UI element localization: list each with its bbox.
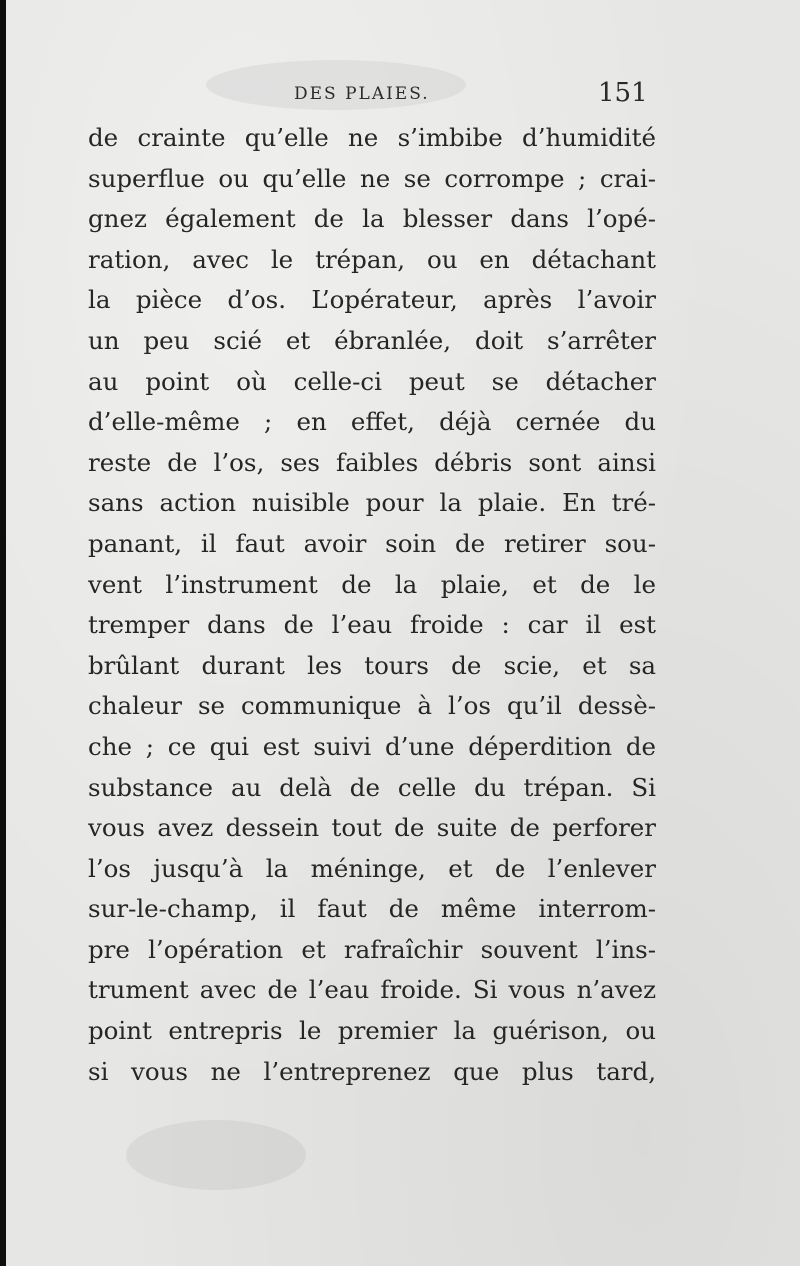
book-page — [6, 0, 800, 1266]
text-line: l’os jusqu’à la méninge, et de l’enlever — [88, 853, 656, 883]
page-header — [6, 78, 800, 114]
text-line: substance au delà de celle du trépan. Si — [88, 772, 656, 802]
page-number: 151 — [598, 78, 648, 108]
text-line: reste de l’os, ses faibles débris sont ainsi — [88, 447, 656, 477]
text-line: sans action nuisible pour la plaie. En tré- — [88, 488, 656, 518]
text-line: panant, il faut avoir soin de retirer sou- — [88, 528, 656, 558]
text-line: vent l’instrument de la plaie, et de le — [88, 569, 656, 599]
text-line: ration, avec le trépan, ou en détachant — [88, 244, 656, 274]
paper-stain — [126, 1120, 306, 1190]
text-line: pre l’opération et rafraîchir souvent l’ins- — [88, 934, 656, 964]
text-line: chaleur se communique à l’os qu’il dessè- — [88, 691, 656, 721]
text-line: sur-le-champ, il faut de même interrom- — [88, 894, 656, 924]
text-line: la pièce d’os. L’opérateur, après l’avoir — [88, 285, 656, 315]
text-line: tremper dans de l’eau froide : car il est — [88, 610, 656, 640]
text-line: un peu scié et ébranlée, doit s’arrêter — [88, 325, 656, 355]
text-line: gnez également de la blesser dans l’opé- — [88, 204, 656, 234]
text-line: si vous ne l’entreprenez que plus tard, — [88, 1056, 656, 1086]
text-line: superflue ou qu’elle ne se corrompe ; crai- — [88, 163, 656, 193]
text-line: che ; ce qui est suivi d’une déperdition de — [88, 731, 656, 761]
text-line: trument avec de l’eau froide. Si vous n’avez — [88, 975, 656, 1005]
text-line: vous avez dessein tout de suite de perforer — [88, 813, 656, 843]
text-line: de crainte qu’elle ne s’imbibe d’humidité — [88, 123, 656, 152]
text-line: brûlant durant les tours de scie, et sa — [88, 650, 656, 680]
text-line: d’elle-même ; en effet, déjà cernée du — [88, 407, 656, 437]
text-line: au point où celle-ci peut se détacher — [88, 366, 656, 396]
text-line: point entrepris le premier la guérison, ou — [88, 1016, 656, 1046]
body-text — [88, 118, 656, 1092]
running-head: DES PLAIES. — [294, 84, 430, 104]
